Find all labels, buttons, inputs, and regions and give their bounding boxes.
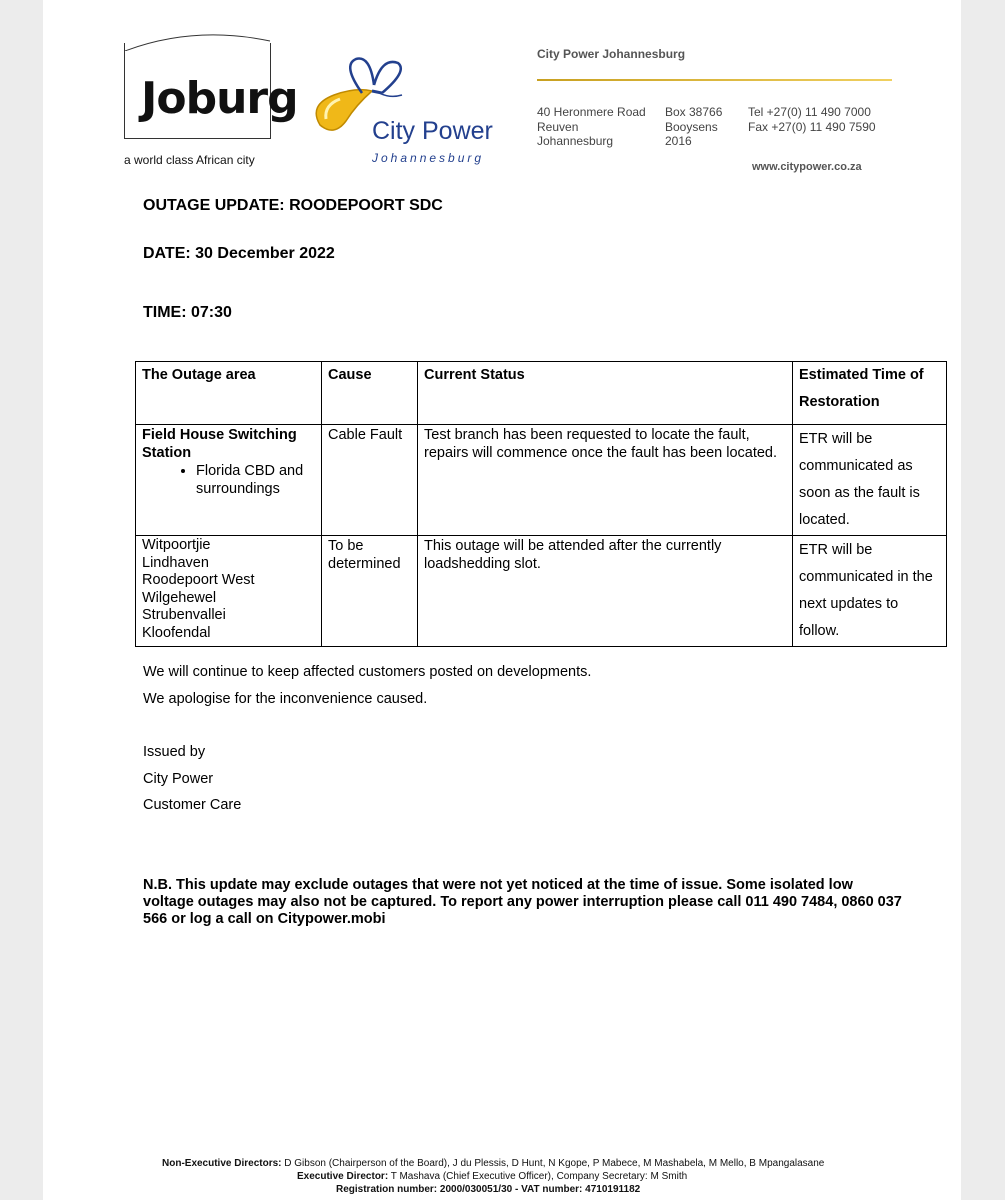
header-current-status: Current Status xyxy=(418,362,793,425)
row-etr xyxy=(793,425,947,536)
joburg-tagline: a world class African city xyxy=(124,153,255,167)
etr-line: follow. xyxy=(799,623,840,639)
address-line: Johannesburg xyxy=(537,134,614,148)
table-row xyxy=(136,425,947,536)
header-etr xyxy=(793,362,947,425)
apology-note: We apologise for the inconvenience caused. xyxy=(143,691,428,707)
area-name: Lindhaven xyxy=(142,554,209,571)
box-line: Box 38766 xyxy=(665,105,723,119)
footer-nonexec-directors xyxy=(162,1158,824,1169)
company-contact xyxy=(748,105,876,134)
row-cause xyxy=(322,536,418,647)
outage-time: TIME: 07:30 xyxy=(143,304,232,321)
company-postal-box xyxy=(665,105,722,149)
etr-line: next updates to xyxy=(799,596,899,612)
address-line: Reuven xyxy=(537,119,579,134)
cause-line: determined xyxy=(328,556,401,572)
cause-line: To be xyxy=(328,538,364,554)
company-website: www.citypower.co.za xyxy=(752,161,862,173)
row-status: Test branch has been requested to locate the fault, repairs will commence once the fault has been located. xyxy=(418,425,793,536)
etr-line: communicated as xyxy=(799,458,913,474)
footer-exec-value: T Mashava (Chief Executive Officer), Company Secretary: M Smith xyxy=(390,1171,688,1182)
etr-line: soon as the fault is xyxy=(799,485,920,501)
row-outage-areas xyxy=(136,536,322,647)
area-name: Strubenvallei xyxy=(142,607,226,623)
area-bullet-item: • Florida CBD and surroundings xyxy=(196,462,315,498)
issuer-department: Customer Care xyxy=(143,797,242,813)
company-name: City Power Johannesburg xyxy=(537,47,686,61)
issuer-company: City Power xyxy=(143,771,214,787)
row-status: This outage will be attended after the currently loadshedding slot. xyxy=(418,536,793,647)
outage-table xyxy=(135,361,947,647)
etr-line: ETR will be xyxy=(799,431,873,447)
header-outage-area: The Outage area xyxy=(136,362,322,425)
footer-nonexec-value: D Gibson (Chairperson of the Board), J du Plessis, D Hunt, N Kgope, P Mabece, M Mashabela, M Mello, B Mpangalasane xyxy=(284,1158,825,1169)
tel-line: Tel +27(0) 11 490 7000 xyxy=(748,105,871,119)
box-line: Booysens xyxy=(665,119,718,134)
outage-date: DATE: 30 December 2022 xyxy=(143,245,335,262)
nb-disclaimer: N.B. This update may exclude outages that were not yet noticed at the time of issue. Some isolated low voltage outages may also not be captured. To report any power interruption please call 011 490 7484, 0860 037 566 or log a call on Citypower.mobi xyxy=(143,877,902,927)
etr-line: ETR will be xyxy=(799,542,873,558)
city-power-logo-text: City Power xyxy=(372,117,493,145)
fax-line: Fax +27(0) 11 490 7590 xyxy=(748,119,876,134)
etr-line: located. xyxy=(799,512,850,528)
issued-by-label: Issued by xyxy=(143,744,206,760)
box-line: 2016 xyxy=(665,134,692,148)
update-note: We will continue to keep affected customers posted on developments. xyxy=(143,664,592,680)
header-etr-line: Estimated Time of xyxy=(799,367,924,383)
outage-title: OUTAGE UPDATE: ROODEPOORT SDC xyxy=(143,197,443,214)
row-cause: Cable Fault xyxy=(322,425,418,536)
address-line: 40 Heronmere Road xyxy=(537,105,646,119)
joburg-logo-text: Joburg xyxy=(141,73,298,124)
company-address xyxy=(537,105,646,149)
area-name: Kloofendal xyxy=(142,624,211,641)
row-etr xyxy=(793,536,947,647)
letterhead-divider xyxy=(537,79,892,81)
table-row xyxy=(136,536,947,647)
header-cause: Cause xyxy=(322,362,418,425)
etr-line: communicated in the xyxy=(799,569,933,585)
joburg-logo-arc-icon xyxy=(124,31,271,51)
header-etr-line: Restoration xyxy=(799,394,880,410)
city-power-logo-subtext: Johannesburg xyxy=(372,151,485,165)
area-sublist xyxy=(142,462,315,498)
area-title: Field House Switching Station xyxy=(142,427,297,461)
area-name: Wilgehewel xyxy=(142,589,217,606)
footer-registration: Registration number: 2000/030051/30 - VAT number: 4710191182 xyxy=(336,1184,641,1195)
table-header-row xyxy=(136,362,947,425)
footer-exec-director xyxy=(297,1171,687,1182)
area-name: Roodepoort West xyxy=(142,572,255,588)
row-outage-area xyxy=(136,425,322,536)
footer-exec-label: Executive Director: xyxy=(297,1171,389,1182)
area-name: Witpoortjie xyxy=(142,537,211,553)
footer-nonexec-label: Non-Executive Directors: xyxy=(162,1158,282,1169)
